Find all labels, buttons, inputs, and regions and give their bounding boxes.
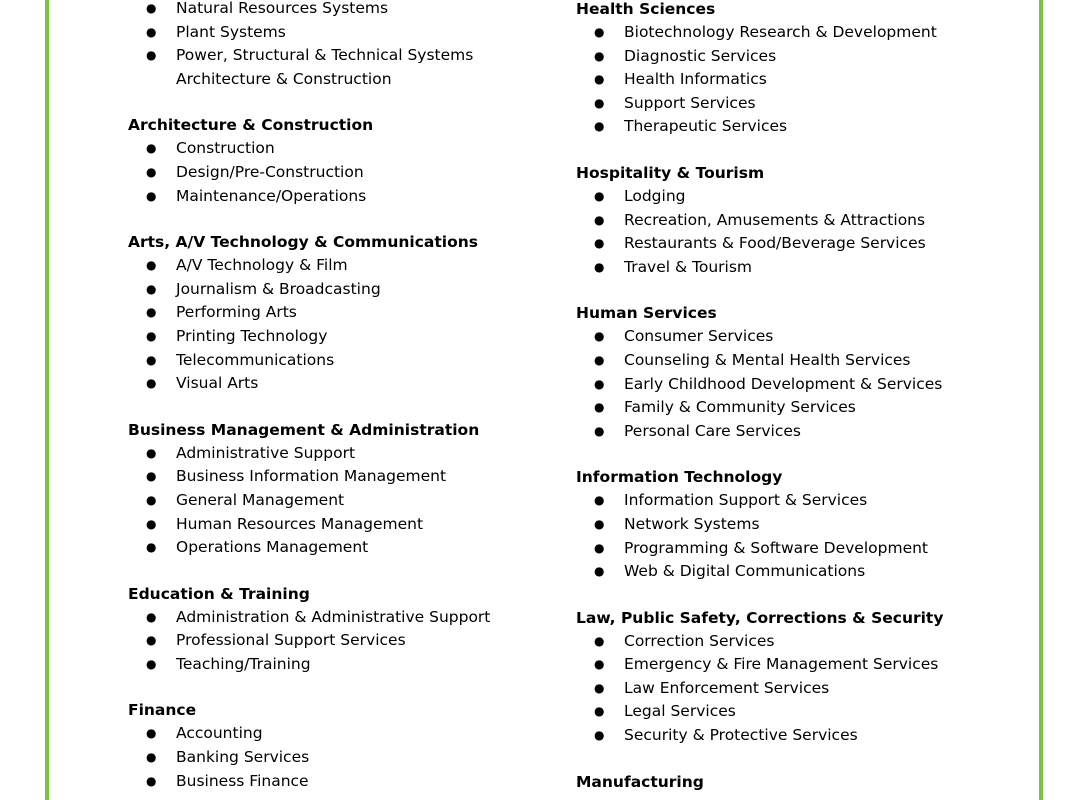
list-item-label: Diagnostic Services xyxy=(624,46,777,65)
bullet-icon: ● xyxy=(146,516,157,531)
list-item xyxy=(576,489,1016,513)
bullet-icon: ● xyxy=(594,704,605,719)
bullet-icon: ● xyxy=(594,188,605,203)
list-item xyxy=(128,489,548,513)
bullet-list xyxy=(128,254,548,396)
bullet-icon: ● xyxy=(594,680,605,695)
list-item-label: Visual Arts xyxy=(176,374,259,393)
list-item-label: Security & Protective Services xyxy=(624,726,858,745)
list-item xyxy=(128,21,548,45)
bullet-icon: ● xyxy=(146,24,157,39)
bullet-icon: ● xyxy=(146,1,157,15)
list-item-label: Human Resources Management xyxy=(176,514,424,533)
section-education-training xyxy=(128,582,548,677)
list-item-label: Printing Technology xyxy=(176,326,328,345)
list-item xyxy=(128,629,548,653)
list-item xyxy=(576,209,1016,233)
list-item-label: Health Informatics xyxy=(624,70,767,89)
section-manufacturing xyxy=(576,770,1016,794)
list-item xyxy=(128,161,548,185)
list-item-label: Plant Systems xyxy=(176,22,286,41)
list-item-label: Programming & Software Development xyxy=(624,538,929,557)
list-item-label: Web & Digital Communications xyxy=(624,562,866,581)
list-item xyxy=(576,537,1016,561)
section-heading: Hospitality & Tourism xyxy=(576,163,765,182)
list-item xyxy=(576,724,1016,748)
list-item-label: Lodging xyxy=(624,186,686,205)
list-item-label: Restaurants & Food/Beverage Services xyxy=(624,234,926,253)
section-heading: Architecture & Construction xyxy=(128,116,374,135)
bullet-icon: ● xyxy=(594,633,605,648)
list-item xyxy=(128,278,548,302)
list-item-label: Design/Pre-Construction xyxy=(176,162,364,181)
list-item xyxy=(576,677,1016,701)
bullet-icon: ● xyxy=(146,305,157,320)
bullet-icon: ● xyxy=(594,329,605,344)
list-item xyxy=(128,513,548,537)
bullet-icon: ● xyxy=(146,352,157,367)
list-item-label: Early Childhood Development & Services xyxy=(624,374,943,393)
list-item xyxy=(128,746,548,770)
section-hospitality-tourism xyxy=(576,161,1016,279)
bullet-icon: ● xyxy=(146,492,157,507)
list-item xyxy=(576,560,1016,584)
list-item-label: Consumer Services xyxy=(624,327,774,346)
page-border-left xyxy=(45,0,49,800)
list-item-label: Natural Resources Systems xyxy=(176,0,389,17)
list-item xyxy=(128,325,548,349)
list-item xyxy=(128,465,548,489)
bullet-icon: ● xyxy=(594,540,605,555)
bullet-icon: ● xyxy=(594,657,605,672)
bullet-list xyxy=(576,325,1016,443)
bullet-icon: ● xyxy=(594,25,605,39)
list-item-label: Business Finance xyxy=(176,771,309,790)
bullet-icon: ● xyxy=(146,469,157,484)
list-item xyxy=(576,115,1016,139)
section-information-technology xyxy=(576,465,1016,583)
bullet-icon: ● xyxy=(146,445,157,460)
list-item-label: Support Services xyxy=(624,93,756,112)
list-item-label: Maintenance/Operations xyxy=(176,186,367,205)
list-item xyxy=(576,325,1016,349)
list-item-label: Operations Management xyxy=(176,538,369,557)
bullet-icon: ● xyxy=(146,656,157,671)
list-item xyxy=(576,420,1016,444)
bullet-list xyxy=(128,137,548,208)
list-item xyxy=(576,513,1016,537)
list-item-label: Power, Structural & Technical Systems xyxy=(176,46,474,65)
right-column xyxy=(576,0,1016,800)
list-item-label: Personal Care Services xyxy=(624,421,801,440)
section-heading: Manufacturing xyxy=(576,772,704,791)
section-heading: Law, Public Safety, Corrections & Security xyxy=(576,608,944,627)
list-item-label: Law Enforcement Services xyxy=(624,678,830,697)
list-item-label: Construction xyxy=(176,139,275,158)
list-item xyxy=(576,653,1016,677)
list-item xyxy=(576,232,1016,256)
list-item xyxy=(128,301,548,325)
list-item xyxy=(576,256,1016,280)
list-item xyxy=(128,44,548,91)
bullet-icon: ● xyxy=(594,564,605,579)
list-item-label: Banking Services xyxy=(176,748,310,767)
bullet-icon: ● xyxy=(594,119,605,134)
bullet-icon: ● xyxy=(146,773,157,788)
bullet-icon: ● xyxy=(146,609,157,624)
bullet-list xyxy=(576,185,1016,279)
list-item xyxy=(128,254,548,278)
list-item-label: Journalism & Broadcasting xyxy=(176,279,381,298)
bullet-icon: ● xyxy=(594,236,605,251)
bullet-icon: ● xyxy=(594,376,605,391)
list-item xyxy=(576,45,1016,69)
list-item xyxy=(128,349,548,373)
bullet-list xyxy=(128,0,548,91)
list-item-label: Professional Support Services xyxy=(176,631,406,650)
section-heading: Business Management & Administration xyxy=(128,420,480,439)
list-item-label: Correction Services xyxy=(624,631,775,650)
bullet-icon: ● xyxy=(146,633,157,648)
list-item-label: Emergency & Fire Management Services xyxy=(624,655,939,674)
list-item-label: Telecommunications xyxy=(176,350,335,369)
list-item xyxy=(576,185,1016,209)
list-item-label: Teaching/Training xyxy=(176,654,311,673)
section-architecture-construction xyxy=(128,113,548,208)
list-item xyxy=(128,185,548,209)
section-arts-av-communications xyxy=(128,230,548,396)
bullet-icon: ● xyxy=(146,540,157,555)
bullet-icon: ● xyxy=(594,423,605,438)
bullet-icon: ● xyxy=(146,281,157,296)
bullet-icon: ● xyxy=(594,493,605,508)
list-item-label: Biotechnology Research & Development xyxy=(624,23,937,41)
bullet-list xyxy=(576,21,1016,139)
section-heading: Education & Training xyxy=(128,584,310,603)
bullet-icon: ● xyxy=(146,726,157,741)
section-heading: Finance xyxy=(128,701,197,720)
bullet-icon: ● xyxy=(146,188,157,203)
list-item-label: Therapeutic Services xyxy=(624,117,788,136)
bullet-icon: ● xyxy=(146,258,157,273)
list-item-label: Legal Services xyxy=(624,702,736,721)
list-item xyxy=(576,349,1016,373)
list-item xyxy=(128,536,548,560)
list-item-label: Administrative Support xyxy=(176,443,356,462)
list-item xyxy=(128,606,548,630)
bullet-icon: ● xyxy=(594,259,605,274)
list-item-label: General Management xyxy=(176,490,345,509)
bullet-icon: ● xyxy=(594,352,605,367)
section-heading: Information Technology xyxy=(576,468,783,487)
bullet-icon: ● xyxy=(146,376,157,391)
section-heading: Arts, A/V Technology & Communications xyxy=(128,233,478,252)
list-item-label: A/V Technology & Film xyxy=(176,256,348,275)
bullet-list xyxy=(128,606,548,677)
bullet-icon: ● xyxy=(594,516,605,531)
list-item-label: Recreation, Amusements & Attractions xyxy=(624,210,926,229)
list-item xyxy=(128,372,548,396)
bullet-list xyxy=(128,442,548,560)
section-heading: Human Services xyxy=(576,304,717,323)
list-item-label: Network Systems xyxy=(624,514,760,533)
bullet-icon: ● xyxy=(146,750,157,765)
page-border-right xyxy=(1039,0,1043,800)
bullet-icon: ● xyxy=(594,728,605,743)
section-law-public-safety xyxy=(576,606,1016,748)
list-item xyxy=(576,373,1016,397)
bullet-list xyxy=(576,630,1016,748)
bullet-icon: ● xyxy=(146,328,157,343)
list-item-label: Information Support & Services xyxy=(624,491,868,510)
list-item-label: Accounting xyxy=(176,724,263,743)
bullet-icon: ● xyxy=(594,400,605,415)
section-heading: Health Sciences xyxy=(576,0,716,18)
list-item xyxy=(576,396,1016,420)
list-item-label: Counseling & Mental Health Services xyxy=(624,350,911,369)
list-item xyxy=(128,653,548,677)
section-finance xyxy=(128,698,548,793)
list-item-label: Business Information Management xyxy=(176,467,447,486)
list-item-continuation: Architecture & Construction xyxy=(176,69,392,88)
bullet-icon: ● xyxy=(594,212,605,227)
list-item xyxy=(128,137,548,161)
list-item xyxy=(576,68,1016,92)
bullet-icon: ● xyxy=(146,141,157,156)
list-item xyxy=(576,700,1016,724)
section-business-management xyxy=(128,418,548,560)
list-item xyxy=(128,722,548,746)
bullet-list xyxy=(128,722,548,793)
left-column xyxy=(128,0,548,800)
bullet-list xyxy=(576,489,1016,583)
bullet-icon: ● xyxy=(146,48,157,63)
list-item-label: Performing Arts xyxy=(176,303,297,322)
section-human-services xyxy=(576,301,1016,443)
list-item-label: Travel & Tourism xyxy=(624,257,753,276)
bullet-icon: ● xyxy=(594,48,605,63)
list-item-label: Administration & Administrative Support xyxy=(176,607,491,626)
list-item xyxy=(576,21,1016,45)
bullet-icon: ● xyxy=(594,72,605,87)
section-continued xyxy=(128,0,548,91)
bullet-icon: ● xyxy=(146,164,157,179)
list-item xyxy=(576,92,1016,116)
list-item xyxy=(576,630,1016,654)
list-item xyxy=(128,442,548,466)
list-item xyxy=(128,0,548,21)
bullet-icon: ● xyxy=(594,95,605,110)
list-item-label: Family & Community Services xyxy=(624,398,856,417)
list-item xyxy=(128,770,548,794)
section-health-sciences xyxy=(576,0,1016,139)
